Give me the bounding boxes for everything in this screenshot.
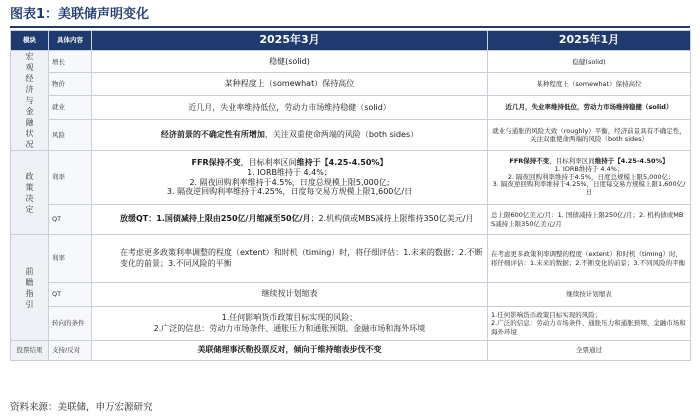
vote-jan: 全票通过 bbox=[488, 341, 691, 361]
conditions-mar-line1: 1.任何影响货币政策目标实现的风险； bbox=[221, 313, 358, 323]
rate-mar-range: 维持于【4.25-4.50%】 bbox=[296, 158, 388, 167]
rate-jan-ffr: FFR保持不变 bbox=[509, 157, 550, 165]
rate-mar bbox=[92, 151, 488, 205]
rate-mar-ffr: FFR保持不变 bbox=[191, 158, 241, 167]
header-item: 具体内容 bbox=[49, 31, 92, 51]
item-vote: 支持/反对 bbox=[49, 341, 92, 361]
item-risk: 风险 bbox=[49, 120, 92, 151]
inflation-mar: 某种程度上（somewhat）保持高位 bbox=[92, 73, 488, 95]
table-row bbox=[11, 205, 691, 235]
item-growth: 增长 bbox=[49, 51, 92, 73]
item-employment: 就业 bbox=[49, 95, 92, 119]
table-row bbox=[11, 120, 691, 151]
rate-mar-line3: 2. 隔夜回购利率维持于4.5%，日度总规模上限5,000亿; bbox=[189, 177, 390, 187]
item-guidance-conditions: 转向的条件 bbox=[49, 307, 92, 341]
header-jan-2025: 2025年1月 bbox=[488, 31, 691, 51]
rate-mar-line1 bbox=[95, 158, 484, 168]
conditions-jan-line2: 2.广泛的信息：劳动力市场条件、通胀压力和通胀预期、金融市场和海外环境 bbox=[491, 319, 686, 336]
rate-jan-target: ，目标利率区间 bbox=[549, 157, 595, 165]
risk-jan: 就业与通胀的风险大致（roughly）平衡，经济前景具有不确定性，关注双重使命两端的风险（both sides） bbox=[488, 120, 691, 151]
rate-jan-range: 维持于【4.25-4.50%】 bbox=[594, 157, 669, 165]
conditions-jan-line1: 1.任何影响货币政策目标实现的风险； bbox=[491, 311, 602, 320]
module-macro bbox=[11, 51, 49, 151]
rate-jan-line4: 3. 隔夜逆回购利率维持于4.25%，日度每交易方规模上限1,600亿/日 bbox=[492, 180, 686, 197]
qt-jan: 总上限600亿美元/月：1. 国债减持上限250亿/月；2. 机构债或MBS减持上限350亿美元/月 bbox=[488, 205, 691, 235]
risk-mar-rest: ，关注双重使命两端的风险（both sides） bbox=[264, 130, 419, 140]
guidance-qt-jan: 继续按计划缩表 bbox=[488, 283, 691, 307]
growth-jan: 稳健(solid) bbox=[488, 51, 691, 73]
rate-jan-line3: 2. 隔夜回购利率维持于4.5%，日度总规模上限5,000亿; bbox=[507, 172, 671, 181]
vote-mar: 美联储理事沃勒投票反对，倾向于维持缩表步伐不变 bbox=[92, 341, 488, 361]
table-row bbox=[11, 307, 691, 341]
table-row bbox=[11, 51, 691, 73]
table-row bbox=[11, 95, 691, 119]
table-row bbox=[11, 283, 691, 307]
guidance-rate-jan: 在考虑更多政策利率调整的程度（extent）和时机（timing）时，将仔细评估：1.未来的数据；2.不断变化的前景；3.不同风险的平衡 bbox=[488, 235, 691, 283]
growth-mar: 稳健(solid) bbox=[92, 51, 488, 73]
rate-mar-line4: 3. 隔夜逆回购利率维持于4.25%，日度每交易方规模上限1,600亿/日 bbox=[166, 187, 413, 197]
rate-jan-line2: 1. IORB维持于 4.4%； bbox=[554, 164, 624, 173]
table-row bbox=[11, 73, 691, 95]
item-guidance-qt: QT bbox=[49, 283, 92, 307]
module-guidance bbox=[11, 235, 49, 341]
table-row bbox=[11, 341, 691, 361]
qt-mar-rest: ；2.机构债或MBS减持上限维持350亿美元/月 bbox=[310, 214, 474, 224]
module-macro-label: 宏观经济与金融状况 bbox=[25, 52, 34, 149]
table-row bbox=[11, 151, 691, 205]
item-qt: QT bbox=[49, 205, 92, 235]
guidance-conditions-jan bbox=[488, 307, 691, 341]
rate-mar-target: ，目标利率区间 bbox=[240, 158, 297, 167]
module-policy-label: 政策决定 bbox=[25, 171, 34, 214]
item-inflation: 物价 bbox=[49, 73, 92, 95]
guidance-conditions-mar bbox=[92, 307, 488, 341]
module-vote: 投票结果 bbox=[11, 341, 49, 361]
header-row bbox=[11, 31, 691, 51]
inflation-jan: 某种程度上（somewhat）保持高位 bbox=[488, 73, 691, 95]
table-row bbox=[11, 235, 691, 283]
item-guidance-rate: 利率 bbox=[49, 235, 92, 283]
employment-jan: 近几月，失业率维持低位，劳动力市场维持稳健（solid） bbox=[488, 95, 691, 119]
qt-mar-bold: 放缓QT：1.国债减持上限由250亿/月缩减至50亿/月 bbox=[120, 214, 311, 224]
fed-statement-table bbox=[10, 30, 691, 361]
rate-mar-line2: 1. IORB维持于 4.4%； bbox=[247, 167, 332, 177]
module-policy bbox=[11, 151, 49, 235]
title-underline bbox=[10, 26, 690, 28]
risk-mar-bold: 经济前景的不确定性有所增加 bbox=[160, 130, 265, 140]
guidance-rate-mar: 在考虑更多政策利率调整的程度（extent）和时机（timing）时，将仔细评估：1.未来的数据；2.不断变化的前景；3.不同风险的平衡 bbox=[92, 235, 488, 283]
qt-mar bbox=[92, 205, 488, 235]
rate-jan bbox=[488, 151, 691, 205]
risk-mar bbox=[92, 120, 488, 151]
conditions-mar-line2: 2.广泛的信息：劳动力市场条件、通胀压力和通胀预期、金融市场和海外环境 bbox=[153, 323, 426, 333]
figure-title: 图表1：美联储声明变化 bbox=[10, 7, 150, 22]
module-guidance-label: 前瞻指引 bbox=[25, 266, 34, 309]
item-rate: 利率 bbox=[49, 151, 92, 205]
header-mar-2025: 2025年3月 bbox=[92, 31, 488, 51]
source-note: 资料来源：美联储，申万宏源研究 bbox=[10, 402, 153, 413]
guidance-qt-mar: 继续按计划缩表 bbox=[92, 283, 488, 307]
header-module: 模块 bbox=[11, 31, 49, 51]
employment-mar: 近几月，失业率维持低位，劳动力市场维持稳健（solid） bbox=[92, 95, 488, 119]
